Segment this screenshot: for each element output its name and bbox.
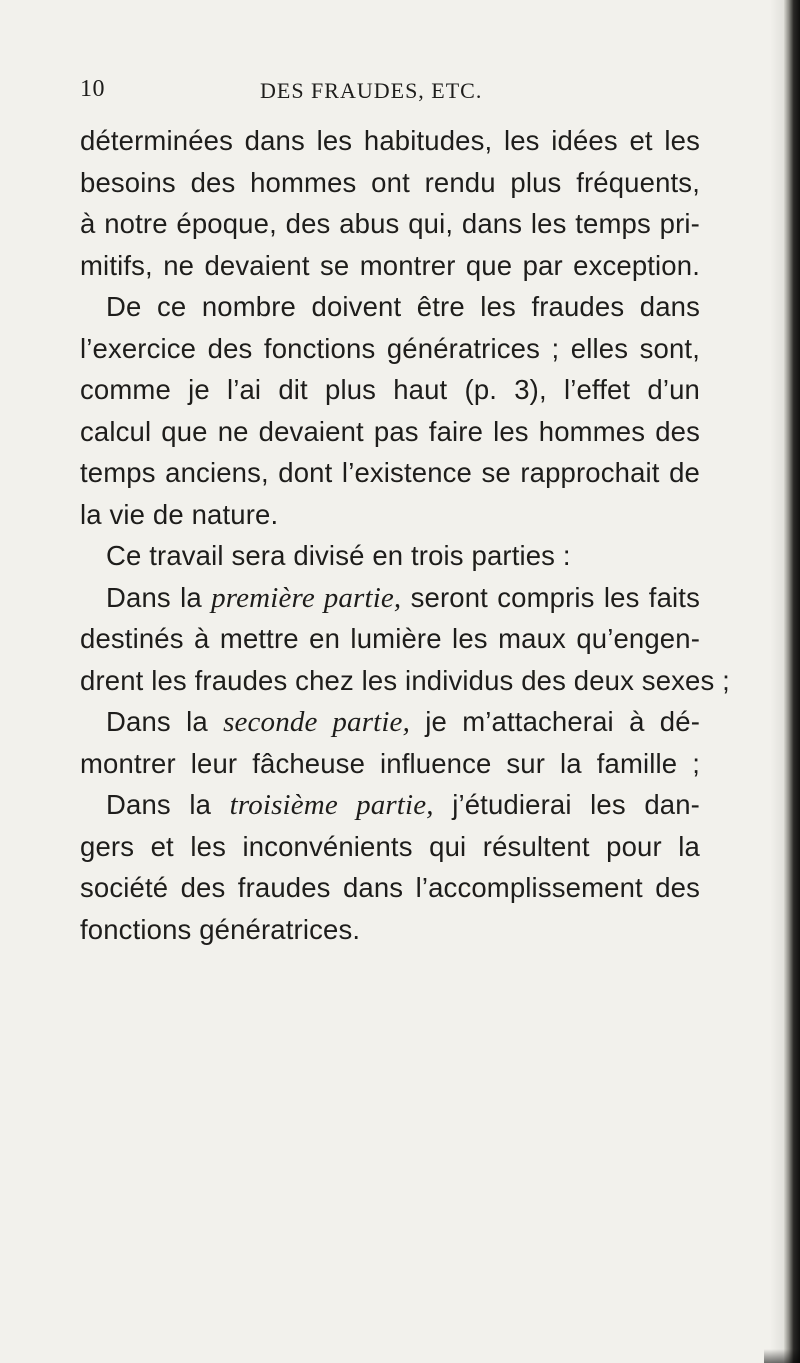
body-text bbox=[80, 120, 730, 950]
text-line: temps anciens, dont l’existence se rapprochait de bbox=[80, 457, 700, 488]
text-line: De ce nombre doivent être les fraudes dans bbox=[106, 291, 700, 322]
text-line: l’exercice des fonctions génératrices ; elles sont, bbox=[80, 332, 700, 364]
text-line: calcul que ne devaient pas faire les hommes des bbox=[80, 415, 700, 447]
page-header bbox=[80, 76, 690, 110]
paragraph-premiere-partie bbox=[80, 577, 730, 702]
text-line: comme je l’ai dit plus haut (p. 3), l’effet d’un bbox=[80, 374, 700, 405]
text-line: destinés à mettre en lumière les maux qu’engen- bbox=[80, 623, 700, 654]
paragraph-seconde-partie bbox=[80, 701, 700, 784]
text-fragment: Dans la bbox=[106, 706, 224, 737]
paragraph-division bbox=[80, 535, 700, 577]
gutter-shadow bbox=[770, 0, 784, 1363]
text-line: montrer leur fâcheuse influence sur la famille ; bbox=[80, 747, 700, 779]
text-line: besoins des hommes ont rendu plus fréquents, bbox=[80, 166, 700, 198]
text-line: la vie de nature. bbox=[80, 498, 279, 530]
italic-term: première partie, bbox=[211, 581, 402, 614]
text-line: drent les fraudes chez les individus des deux sexes ; bbox=[80, 664, 730, 696]
text-line: société des fraudes dans l’accomplissement des bbox=[80, 872, 700, 903]
text-fragment: Dans la bbox=[106, 581, 212, 613]
running-head: DES FRAUDES, ETC. bbox=[260, 78, 483, 103]
page-number: 10 bbox=[80, 76, 105, 102]
text-fragment: j’étudierai les dan- bbox=[433, 789, 700, 820]
text-fragment: je m’attacherai à dé- bbox=[409, 706, 700, 737]
text-line: gers et les inconvénients qui résultent pour la bbox=[80, 830, 700, 862]
text-line bbox=[80, 701, 700, 743]
text-line bbox=[80, 784, 700, 826]
text-line: fonctions génératrices. bbox=[80, 913, 361, 945]
text-line: déterminées dans les habitudes, les idées et les bbox=[80, 125, 700, 156]
text-line: mitifs, ne devaient se montrer que par exception. bbox=[80, 249, 700, 281]
text-line: Ce travail sera divisé en trois parties : bbox=[106, 540, 571, 571]
text-fragment: seront compris les faits bbox=[401, 581, 700, 613]
text-line: à notre époque, des abus qui, dans les temps pri- bbox=[80, 208, 700, 239]
text-fragment: Dans la bbox=[106, 789, 230, 820]
paragraph-troisieme-partie bbox=[80, 784, 700, 950]
page-corner-shadow bbox=[764, 1349, 800, 1363]
binding-gutter bbox=[784, 0, 800, 1363]
paragraph-fraudes bbox=[80, 286, 700, 535]
italic-term: troisième partie, bbox=[229, 789, 434, 821]
text-line bbox=[80, 577, 700, 619]
italic-term: seconde partie, bbox=[223, 706, 410, 738]
paragraph-continuation bbox=[80, 120, 700, 286]
